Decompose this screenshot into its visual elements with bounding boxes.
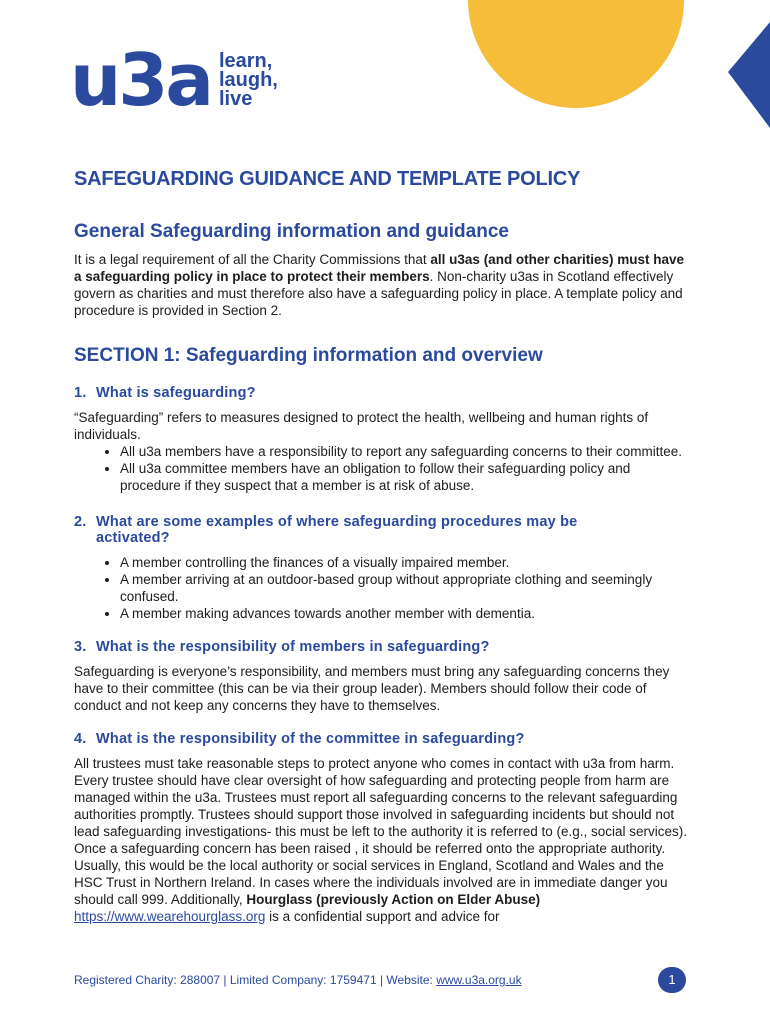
- question-title: What are some examples of where safeguarding procedures may be: [96, 514, 578, 530]
- logo-mark: u3a: [70, 38, 211, 122]
- general-paragraph: [74, 251, 694, 319]
- page-title: SAFEGUARDING GUIDANCE AND TEMPLATE POLICY: [74, 168, 581, 190]
- tagline-line: live: [218, 87, 253, 110]
- list-item: • A member controlling the finances of a visually impaired member.: [120, 554, 694, 571]
- blue-triangle-shape: [728, 22, 770, 128]
- tagline-line: laugh,: [218, 68, 278, 91]
- question-1: [74, 385, 694, 494]
- text-run: . Non-charity u3as in Scotland effectively govern as charities and must therefore also have a safeguarding policy in place. A template policy and procedure is provided in Section 2.: [74, 269, 683, 318]
- question-4: [74, 731, 694, 925]
- question-number: 4.: [74, 731, 87, 747]
- question-heading: [74, 639, 694, 655]
- question-text: “Safeguarding” refers to measures designed to protect the health, wellbeing and human rights of individuals.: [74, 410, 649, 442]
- website-link[interactable]: www.u3a.org.uk: [436, 973, 522, 987]
- yellow-circle-shape: [468, 0, 684, 108]
- text-run: It is a legal requirement of all the Charity Commissions that: [74, 252, 431, 267]
- u3a-logo: [70, 38, 278, 122]
- page-number-badge: 1: [658, 967, 686, 993]
- bold-text: Hourglass (previously Action on Elder Abuse): [246, 892, 541, 907]
- question-heading: [74, 514, 694, 546]
- question-heading: [74, 385, 694, 401]
- question-title: What is safeguarding?: [96, 385, 256, 401]
- list-item: • All u3a committee members have an obligation to follow their safeguarding policy and procedure if they suspect that a member is at risk of abuse.: [120, 460, 694, 494]
- footer-text: Registered Charity: 288007 | Limited Company: 1759471 | Website:: [74, 973, 437, 987]
- page-footer: [74, 973, 522, 987]
- question-number: 2.: [74, 514, 87, 530]
- question-heading: [74, 731, 694, 747]
- bullet-list: [74, 443, 694, 494]
- question-2: [74, 514, 694, 622]
- question-text: Safeguarding is everyone’s responsibility, and members must bring any safeguarding concerns they have to their committee (this can be via their group leader). Members should follow their code of conduct and not keep any concerns they have to themselves.: [74, 664, 670, 713]
- section1-heading: SECTION 1: Safeguarding information and overview: [74, 345, 543, 366]
- hourglass-link[interactable]: https://www.wearehourglass.org: [74, 909, 266, 924]
- bullet-list: [74, 554, 694, 622]
- question-title-continued: activated?: [96, 530, 170, 546]
- text-run: Once a safeguarding concern has been raised , it should be referred onto the appropriate authority. Usually, this would be the local authority or social services in England, Scotland and Wales and the HSC Trust in Northern Ireland. In cases where the individuals involved are in immediate danger you should call 999. Additionally,: [74, 841, 668, 907]
- tagline-line: learn,: [218, 49, 273, 72]
- question-number: 3.: [74, 639, 87, 655]
- question-3: [74, 639, 694, 714]
- text-run: is a confidential support and advice for: [265, 909, 500, 924]
- bold-text: all u3as (and other charities) must have a safeguarding policy in place to protect their members: [74, 252, 684, 284]
- list-item: • All u3a members have a responsibility to report any safeguarding concerns to their committee.: [120, 443, 694, 460]
- logo-tagline: [218, 49, 278, 110]
- list-item: • A member arriving at an outdoor-based group without appropriate clothing and seemingly confused.: [120, 571, 694, 605]
- question-title: What is the responsibility of the committee in safeguarding?: [96, 731, 525, 747]
- main-content: [74, 168, 694, 925]
- question-title: What is the responsibility of members in safeguarding?: [96, 639, 490, 655]
- general-heading: General Safeguarding information and guidance: [74, 221, 509, 242]
- question-text: [74, 840, 694, 925]
- question-number: 1.: [74, 385, 87, 401]
- question-text: All trustees must take reasonable steps to protect anyone who comes in contact with u3a from harm. Every trustee should have clear oversight of how safeguarding and protecting people from harm are managed within the u3a. Trustees must report all safeguarding concerns to the relevant safeguarding authorities promptly. Trustees should support those involved in safeguarding incidents but should not lead safeguarding investigations- this must be left to the authority it is referred to (e.g., social services).: [74, 756, 688, 839]
- list-item: • A member making advances towards another member with dementia.: [120, 605, 694, 622]
